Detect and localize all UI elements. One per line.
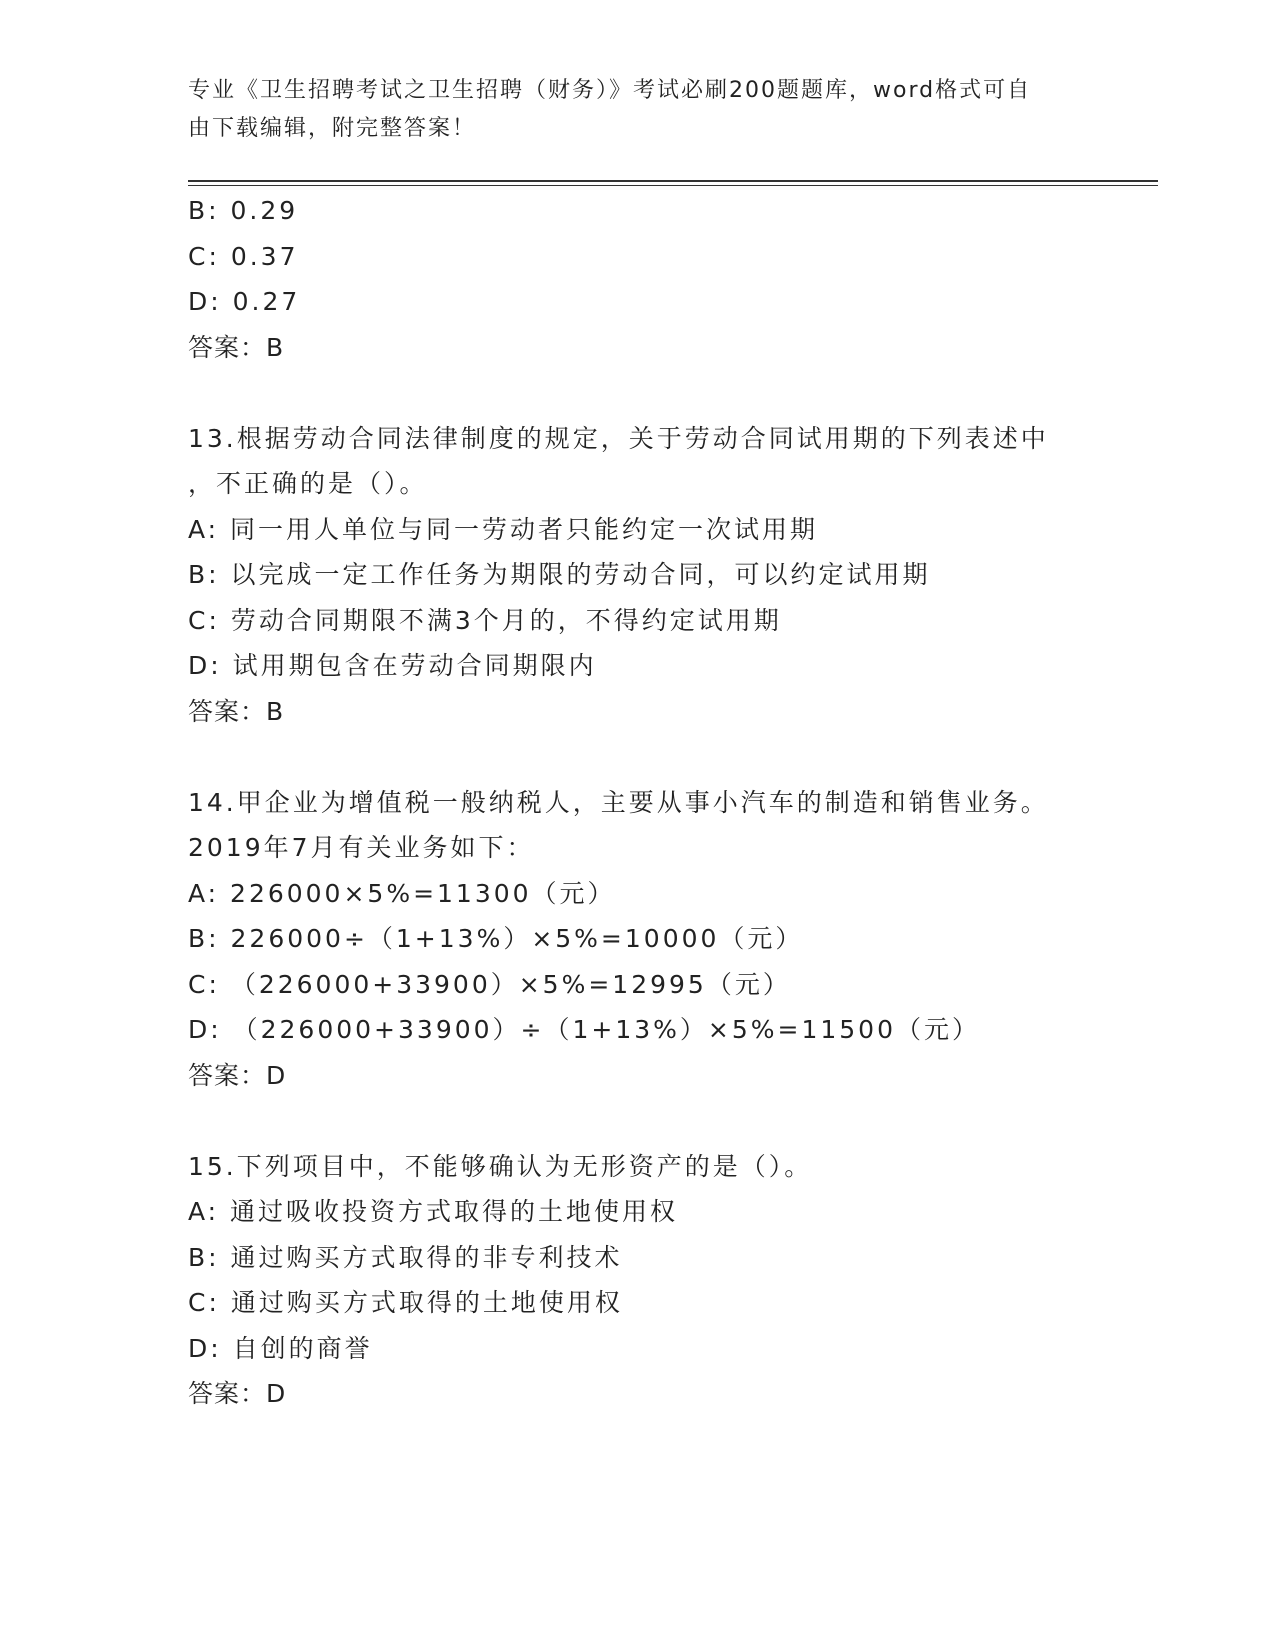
option-c: C: （226000+33900）×5%=12995（元） (188, 969, 791, 999)
option-b: B: 以完成一定工作任务为期限的劳动合同，可以约定试用期 (188, 560, 931, 589)
option-c: C: 0.37 (188, 241, 299, 271)
spacer (188, 734, 1148, 780)
question-13 (188, 416, 1148, 735)
header-divider-thick (188, 180, 1158, 182)
option-d: D: 自创的商誉 (188, 1333, 373, 1363)
option-a: A: 226000×5%=11300（元） (188, 878, 616, 908)
answer: 答案：B (188, 332, 285, 362)
option-d: D: （226000+33900）÷（1+13%）×5%=11500（元） (188, 1015, 980, 1044)
question-stem-continued: 2019年7月有关业务如下： (188, 833, 535, 862)
option-b: B: 226000÷（1+13%）×5%=10000（元） (188, 924, 804, 953)
answer: 答案：B (188, 696, 285, 726)
answer: 答案：D (188, 1060, 287, 1090)
header-divider-thin (188, 185, 1158, 186)
question-stem: 13.根据劳动合同法律制度的规定，关于劳动合同试用期的下列表述中 (188, 423, 1049, 453)
option-c: C: 劳动合同期限不满3个月的，不得约定试用期 (188, 605, 782, 635)
option-a: A: 通过吸收投资方式取得的土地使用权 (188, 1197, 679, 1226)
spacer (188, 370, 1148, 416)
question-stem-continued: ，不正确的是（）。 (188, 469, 428, 498)
question-stem: 14.甲企业为增值税一般纳税人，主要从事小汽车的制造和销售业务。 (188, 787, 1049, 817)
spacer (188, 1098, 1148, 1144)
option-d: D: 0.27 (188, 287, 301, 316)
header-line-2: 由下载编辑，附完整答案！ (188, 116, 477, 141)
option-b: B: 通过购买方式取得的非专利技术 (188, 1242, 623, 1272)
question-stem: 15.下列项目中，不能够确认为无形资产的是（）。 (188, 1151, 813, 1181)
header-line-1: 专业《卫生招聘考试之卫生招聘（财务）》考试必刷200题题库，word格式可自 (188, 78, 1032, 103)
option-c: C: 通过购买方式取得的土地使用权 (188, 1288, 623, 1317)
question-14 (188, 780, 1148, 1099)
answer: 答案：D (188, 1379, 287, 1408)
question-15 (188, 1144, 1148, 1417)
option-b: B: 0.29 (188, 196, 299, 225)
question-12-continued (188, 188, 1148, 370)
option-d: D: 试用期包含在劳动合同期限内 (188, 651, 597, 680)
question-list (188, 188, 1148, 1417)
option-a: A: 同一用人单位与同一劳动者只能约定一次试用期 (188, 514, 819, 544)
document-header (188, 72, 1088, 148)
